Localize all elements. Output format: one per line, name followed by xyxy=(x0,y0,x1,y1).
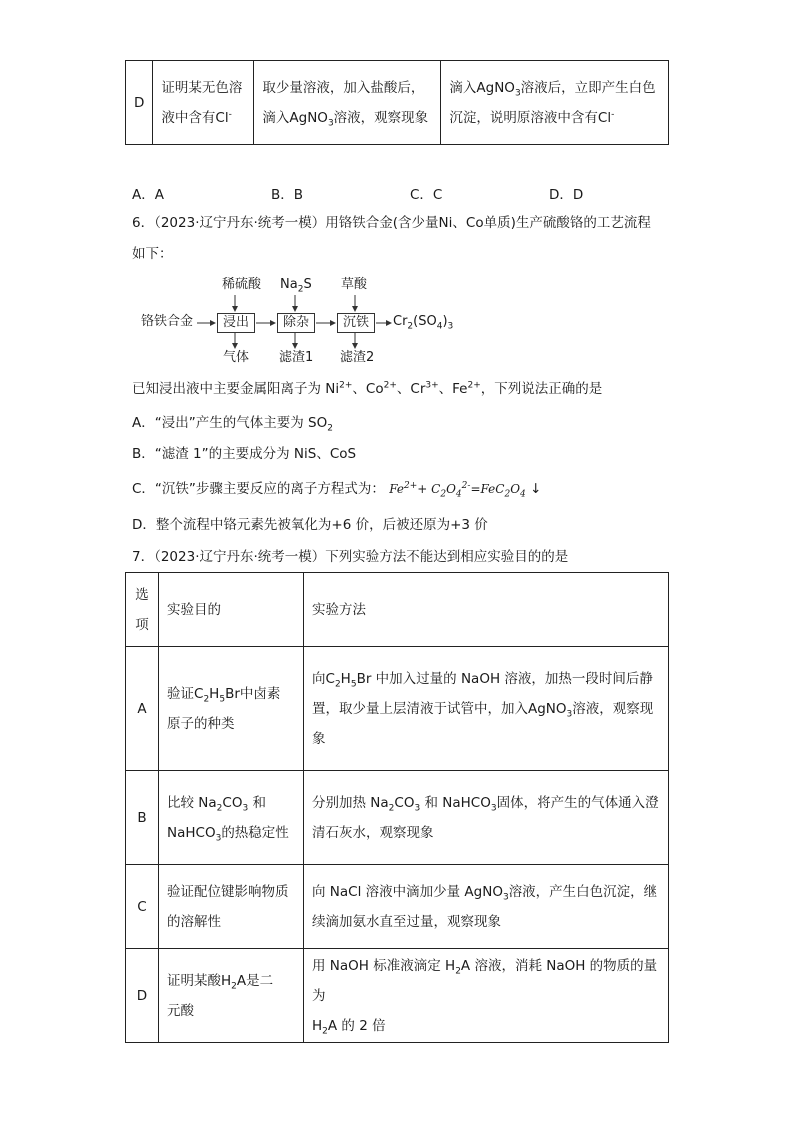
q7-row-b-method: 分别加热 $Na_2CO_3$ 和 NaHCO$_3$固体，将产生的气体通入澄 清石灰水，观察现象 xyxy=(304,771,669,865)
q6-given: 已知浸出液中主要金属阳离子为 $Ni^{2+}$、$Co^{2+}$、$Cr^{3+}$、$Fe^{2+}$，下列说法正确的是 xyxy=(132,380,603,397)
q6-option-c: C．“沉铁”步骤主要反应的离子方程式为： $Fe^{2+}+ C_2O_4^{2-}=FeC_2O_4$ ↓ xyxy=(132,481,542,500)
q5-row-phenomenon: 滴入AgNO$_3$溶液后，立即产生白色 沉淀，说明原溶液中含有Cl- xyxy=(441,61,669,145)
flow-out-residue2: 滤渣2 xyxy=(340,350,375,365)
q7-row-a-method: 向$C_2H_5Br$ 中加入过量的 NaOH 溶液，加热一段时间后静 置，取少量上层清液于试管中，加入AgNO$_3$溶液，观察现 象 xyxy=(304,647,669,771)
q5-row-method: 取少量溶液，加入盐酸后， 滴入AgNO$_3$溶液，观察现象 xyxy=(254,61,441,145)
flow-arrows xyxy=(0,0,794,400)
q6-option-a: A．“浸出”产生的气体主要为 $SO_2$ xyxy=(132,415,333,434)
q6-stem-line1: 6．（2023·辽宁丹东·统考一模）用铬铁合金(含少量Ni、Co单质)生产硫酸铬的工艺流程 xyxy=(132,215,651,231)
q7-row-d-purpose: 证明某酸$H_2A$是二 元酸 xyxy=(159,949,304,1043)
q7-stem: 7．（2023·辽宁丹东·统考一模）下列实验方法不能达到相应实验目的的是 xyxy=(132,549,569,565)
flow-box-iron-precipitation: 沉铁 xyxy=(337,313,375,333)
flow-box-impurity-removal: 除杂 xyxy=(277,313,315,333)
q7-row-b-purpose: 比较 $Na_2CO_3$ 和 NaHCO$_3$的热稳定性 xyxy=(159,771,304,865)
q6-option-d: D．整个流程中铬元素先被氧化为+6 价，后被还原为+3 价 xyxy=(132,517,488,533)
q7-row-c-method: 向 NaCl 溶液中滴加少量 AgNO$_3$溶液，产生白色沉淀，继 续滴加氨水直至过量，观察现象 xyxy=(304,865,669,949)
q7-row-a-purpose: 验证$C_2H_5Br$中卤素 原子的种类 xyxy=(159,647,304,771)
q5-option-b: B．B xyxy=(271,187,304,203)
q5-row-purpose: 证明某无色溶 液中含有Cl- xyxy=(153,61,254,145)
flow-out-gas: 气体 xyxy=(223,350,250,365)
flow-start-label: 铬铁合金 xyxy=(141,314,194,329)
q6-stem-line2: 如下： xyxy=(132,246,173,262)
q5-option-c: C．C xyxy=(410,187,443,203)
q7-row-b-letter: B xyxy=(126,771,159,865)
q5-option-a: A．A xyxy=(132,187,164,203)
flow-reagent-na2s: $Na_2S$ xyxy=(280,277,312,295)
q7-row-d-method: 用 NaOH 标准液滴定 $H_2A$ 溶液，消耗 NaOH 的物质的量为 $H_2A$ 的 2 倍 xyxy=(304,949,669,1043)
flow-product-label: $Cr_2(SO_4)_3$ xyxy=(393,314,454,332)
flow-reagent-sulfuric-acid: 稀硫酸 xyxy=(222,277,262,292)
q7-row-d-letter: D xyxy=(126,949,159,1043)
q7-header-purpose: 实验目的 xyxy=(159,573,304,647)
q7-row-c-purpose: 验证配位键影响物质 的溶解性 xyxy=(159,865,304,949)
flow-out-residue1: 滤渣1 xyxy=(279,350,314,365)
q7-row-c-letter: C xyxy=(126,865,159,949)
q7-table xyxy=(125,572,669,1043)
q7-header-method: 实验方法 xyxy=(304,573,669,647)
q5-option-d: D．D xyxy=(549,187,584,203)
q7-row-a-letter: A xyxy=(126,647,159,771)
q7-header-option: 选 项 xyxy=(126,573,159,647)
q6-equation: $Fe^{2+}+ C_2O_4^{2-}=FeC_2O_4$ xyxy=(389,481,526,500)
flow-box-leaching: 浸出 xyxy=(217,313,255,333)
q6-option-b: B．“滤渣 1”的主要成分为 NiS、CoS xyxy=(132,446,357,462)
q5-row-letter: D xyxy=(126,61,153,145)
flow-reagent-oxalic-acid: 草酸 xyxy=(341,277,368,292)
